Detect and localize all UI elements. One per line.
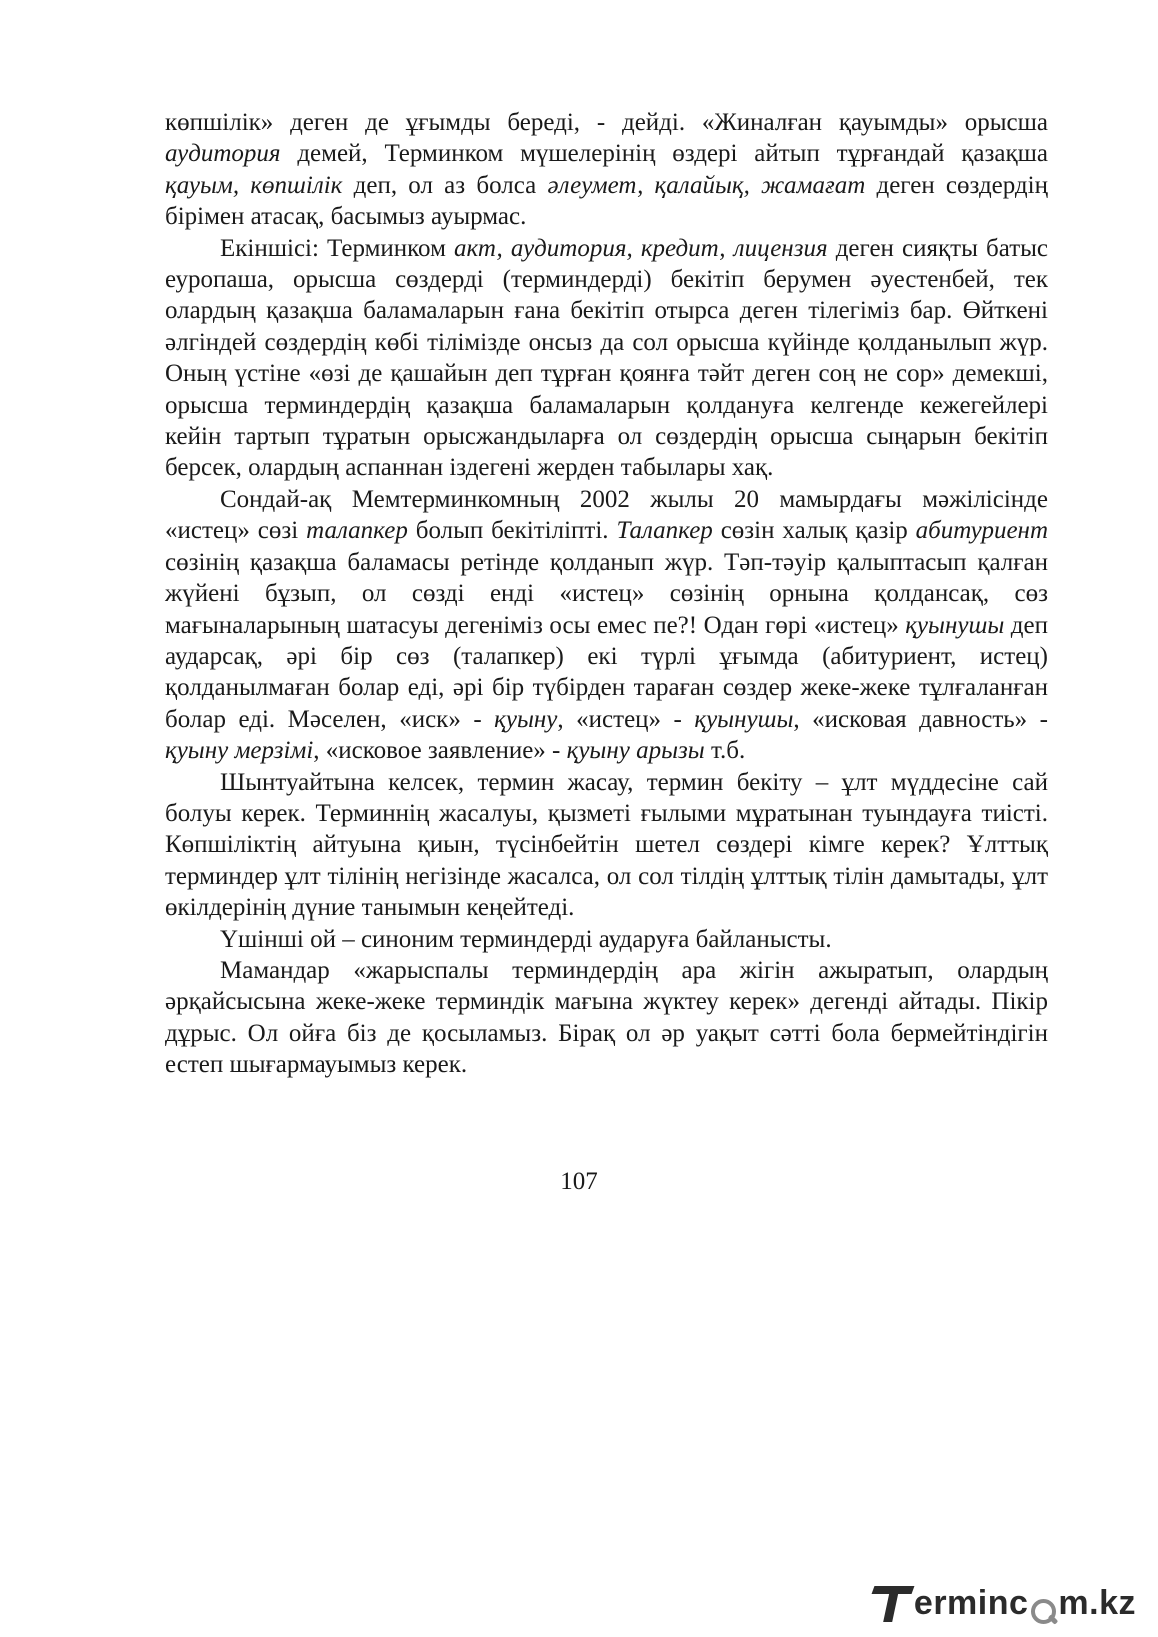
- text-run: демей, Терминком мүшелерінің өздері айтып тұрғандай қазақша: [280, 140, 1048, 168]
- site-watermark-logo: [873, 1577, 1136, 1623]
- text-run: Мамандар «жарыспалы терминдердің ара жігін ажыратып, олардың әрқайсысына жеке-жеке терминдік мағына жүктеу керек» дегенді айтады. Пікір дұрыс. Ол ойға біз де қосыламыз. Бірақ ол әр уақыт сәтті бола бермейтіндігін естеп шығармауымыз керек.: [165, 956, 1048, 1079]
- text-run: деп, ол аз болса: [342, 171, 548, 199]
- italic-term: Талапкер: [616, 517, 713, 545]
- italic-term: қуыну: [494, 705, 558, 733]
- italic-term: қуыну арызы: [566, 737, 705, 765]
- italic-term: аудитория: [165, 140, 281, 168]
- text-run: сөзінің қазақша баламасы ретінде қолданып жүр. Тәп-тәуір қалыптасып қалған жүйені бұзып, ол сөзді енді «истец» сөзінің орнына қолдансақ, сөз мағыналарының шатасуы дегеніміз осы емес пе?! Одан гөрі «истец»: [165, 548, 1048, 639]
- paragraph: [165, 955, 1048, 1081]
- text-run: т.б.: [704, 737, 746, 765]
- paragraph: [165, 107, 1048, 233]
- text-run: Үшінші ой – синоним терминдерді аударуға байланысты.: [220, 925, 832, 953]
- italic-term: әлеумет, қалайық, жамағат: [547, 171, 866, 199]
- text-run: деген сияқты батыс еуропаша, орысша сөздерді (терминдерді) бекітіп берумен әуестенбей, тек олардың қазақша баламаларын ғана бекітіп отырса деген тілегіміз бар. Өйткені әлгіндей сөздердің көбі тілімізде онсыз да сол орысша күйінде қолданылып жүр. Оның үстіне «өзі де қашайын деп тұрған қоянға тәйт деген соң не сор» демекші, орысша терминдердің қазақша баламаларын қолдануға келгенде кежегейлері кейін тартып тұратын орысжандыларға ол сөздердің орысша сыңарын бекітіп берсек, олардың аспаннан іздегені жерден табылары хақ.: [165, 234, 1049, 482]
- paragraph: [165, 233, 1048, 484]
- text-run: Сондай-ақ Мемтерминкомның 2002 жылы 20 мамырдағы мәжілісінде «истец» сөзі: [165, 485, 1048, 545]
- italic-term: қуыну мерзімі: [165, 737, 314, 765]
- document-body: [165, 107, 1048, 1081]
- text-run: Шынтуайтына келсек, термин жасау, термин бекіту – ұлт мүддесіне сай болуы керек. Терминнің жасалуы, қызметі ғылыми мұратынан туындауға тиісті. Көпшіліктің айтуына қиын, түсінбейтін шетел сөздері кімге керек? Ұлттық терминдер ұлт тілінің негізінде жасалса, ол сол тілдің ұлттық тілін дамытады, ұлт өкілдерінің дүние танымын кеңейтеді.: [165, 768, 1048, 922]
- italic-term: абитуриент: [915, 517, 1048, 545]
- text-run: , «истец» -: [557, 705, 695, 733]
- logo-t-icon: [873, 1583, 913, 1623]
- italic-term: қауым, көпшілік: [165, 171, 343, 199]
- text-run: , «исковое заявление» -: [313, 737, 567, 765]
- italic-term: талапкер: [306, 517, 408, 545]
- text-run: болып бекітіліпті.: [407, 517, 617, 545]
- italic-term: қуынушы: [905, 611, 1005, 639]
- page-number: 107: [560, 1168, 598, 1195]
- paragraph: [165, 924, 1048, 955]
- watermark-text-part-1: erminc: [913, 1584, 1029, 1622]
- italic-term: қуынушы: [694, 705, 794, 733]
- italic-term: акт, аудитория, кредит, лицензия: [454, 234, 828, 262]
- paragraph: [165, 484, 1048, 767]
- text-run: , «исковая давность» -: [793, 705, 1048, 733]
- watermark-text-part-2: m.kz: [1058, 1584, 1136, 1622]
- text-run: Екіншісі: Терминком: [220, 234, 455, 262]
- text-run: сөзін халық қазір: [712, 517, 916, 545]
- text-run: деген сөздердің бірімен атасақ, басымыз ауырмас.: [165, 171, 1048, 231]
- magnifier-icon: [1029, 1597, 1057, 1625]
- text-run: деп аударсақ, әрі бір сөз (талапкер) екі түрлі ұғымда (абитуриент, истец) қолданылмаған болар еді, әрі бір түбірден тараған сөздер жеке-жеке тұлғаланған болар еді. Мәселен, «иск» -: [165, 611, 1048, 733]
- paragraph: [165, 767, 1048, 924]
- text-run: көпшілік» деген де ұғымды береді, - дейді. «Жиналған қауымды» орысша: [165, 109, 1048, 136]
